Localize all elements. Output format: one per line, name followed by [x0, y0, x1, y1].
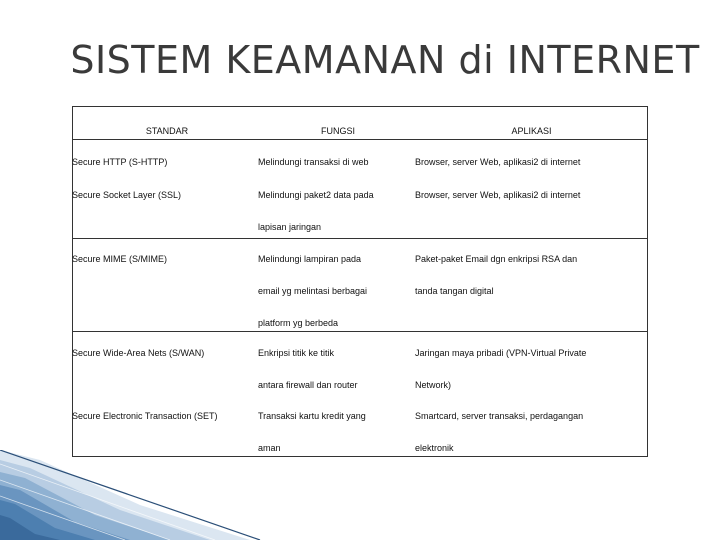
- cell-aplikasi: Browser, server Web, aplikasi2 di internet: [415, 157, 581, 167]
- cell-fungsi: Melindungi paket2 data pada: [258, 190, 374, 200]
- cell-fungsi: email yg melintasi berbagai: [258, 286, 368, 296]
- header-standar: STANDAR: [145, 126, 189, 136]
- cell-fungsi: Enkripsi titik ke titik: [258, 348, 335, 358]
- cell-fungsi: platform yg berbeda: [258, 318, 339, 328]
- header-bottom-border: [72, 139, 648, 140]
- cell-fungsi: Transaksi kartu kredit yang: [258, 411, 366, 421]
- cell-standar: Secure Electronic Transaction (SET): [72, 411, 218, 421]
- cell-aplikasi: Network): [415, 380, 452, 390]
- cell-standar: Secure Socket Layer (SSL): [72, 190, 182, 200]
- row-border: [72, 331, 648, 332]
- header-fungsi: FUNGSI: [320, 126, 355, 136]
- table-right-border: [647, 106, 648, 456]
- decorative-wave-graphic: [0, 450, 720, 540]
- cell-fungsi: lapisan jaringan: [258, 222, 322, 232]
- cell-standar: Secure HTTP (S-HTTP): [72, 157, 168, 167]
- row-border: [72, 238, 648, 239]
- cell-standar: Secure Wide-Area Nets (S/WAN): [72, 348, 205, 358]
- cell-aplikasi: Jaringan maya pribadi (VPN-Virtual Private: [415, 348, 587, 358]
- cell-aplikasi: Paket-paket Email dgn enkripsi RSA dan: [415, 254, 578, 264]
- header-aplikasi: APLIKASI: [511, 126, 552, 136]
- cell-aplikasi: Browser, server Web, aplikasi2 di internet: [415, 190, 581, 200]
- cell-aplikasi: Smartcard, server transaksi, perdagangan: [415, 411, 584, 421]
- cell-fungsi: Melindungi transaksi di web: [258, 157, 369, 167]
- cell-aplikasi: tanda tangan digital: [415, 286, 494, 296]
- table-top-border: [72, 106, 648, 107]
- cell-aplikasi: elektronik: [415, 443, 454, 453]
- cell-fungsi: Melindungi lampiran pada: [258, 254, 362, 264]
- cell-fungsi: antara firewall dan router: [258, 380, 358, 390]
- slide-title: SISTEM KEAMANAN di INTERNET: [70, 38, 700, 82]
- cell-fungsi: aman: [258, 443, 281, 453]
- cell-standar: Secure MIME (S/MIME): [72, 254, 168, 264]
